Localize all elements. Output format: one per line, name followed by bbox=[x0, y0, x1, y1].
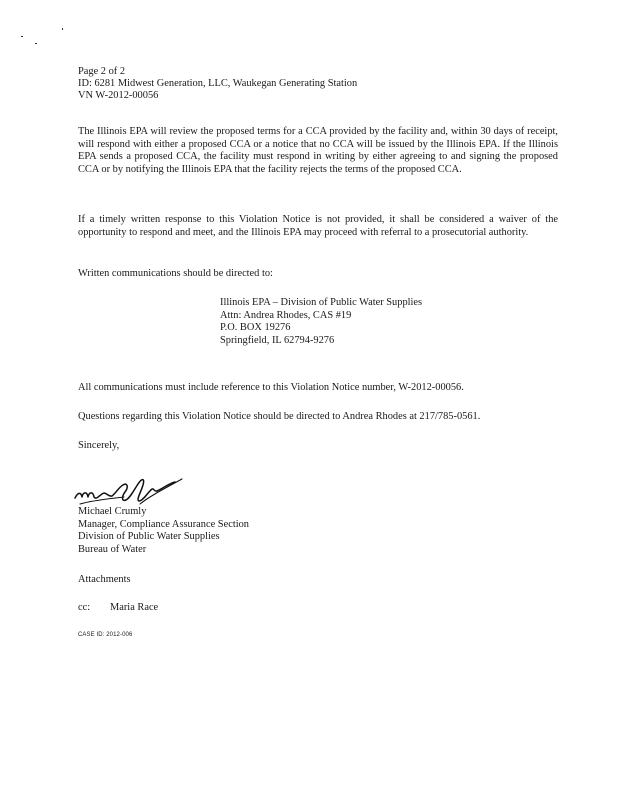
signer-division: Division of Public Water Supplies bbox=[78, 531, 220, 543]
timely-response-paragraph: If a timely written response to this Violation Notice is not provided, it shall be considered a waiver of the opportunity to respond and meet, and the Illinois EPA may proceed with referral to a prosecutorial authority. bbox=[78, 214, 558, 238]
address-line-2: Attn: Andrea Rhodes, CAS #19 bbox=[220, 309, 352, 321]
address-line-1: Illinois EPA – Division of Public Water Supplies bbox=[220, 297, 423, 308]
address-line-3: P.O. BOX 19276 bbox=[220, 322, 291, 334]
questions-paragraph: Questions regarding this Violation Notice should be directed to Andrea Rhodes at 217/785-0561. bbox=[78, 411, 481, 422]
cc-line bbox=[78, 602, 158, 615]
signer-bureau: Bureau of Water bbox=[78, 543, 147, 555]
page-header bbox=[78, 66, 357, 103]
page-number: Page 2 of 2 bbox=[78, 66, 126, 77]
cca-review-paragraph: The Illinois EPA will review the proposed terms for a CCA provided by the facility and, within 30 days of receipt, will respond with either a proposed CCA or a notice that no CCA will be issued by the Illinois EPA. If the Illinois EPA sends a proposed CCA, the facility must respond in writing by either agreeing to and signing the proposed CCA or by notifying the Illinois EPA that the facility rejects the terms of the proposed CCA. bbox=[78, 126, 558, 175]
scan-speck bbox=[21, 36, 23, 37]
scan-speck bbox=[62, 28, 63, 30]
salutation: Sincerely, bbox=[78, 440, 120, 451]
case-id: CASE ID: 2012-006 bbox=[78, 632, 133, 638]
reference-paragraph: All communications must include reference to this Violation Notice number, W-2012-00056. bbox=[78, 382, 464, 393]
signature-block bbox=[78, 506, 249, 556]
attachments-label: Attachments bbox=[78, 574, 131, 585]
signer-name: Michael Crumly bbox=[78, 506, 147, 517]
violation-notice-number: VN W-2012-00056 bbox=[78, 90, 159, 102]
written-communications-line: Written communications should be directed to: bbox=[78, 268, 273, 279]
signer-title: Manager, Compliance Assurance Section bbox=[78, 518, 249, 530]
cc-recipient: Maria Race bbox=[110, 602, 159, 613]
scan-speck bbox=[35, 43, 37, 44]
mailing-address bbox=[220, 297, 422, 347]
address-line-4: Springfield, IL 62794-9276 bbox=[220, 334, 335, 346]
facility-id: ID: 6281 Midwest Generation, LLC, Waukegan Generating Station bbox=[78, 78, 358, 90]
cc-label: cc: bbox=[78, 602, 91, 613]
